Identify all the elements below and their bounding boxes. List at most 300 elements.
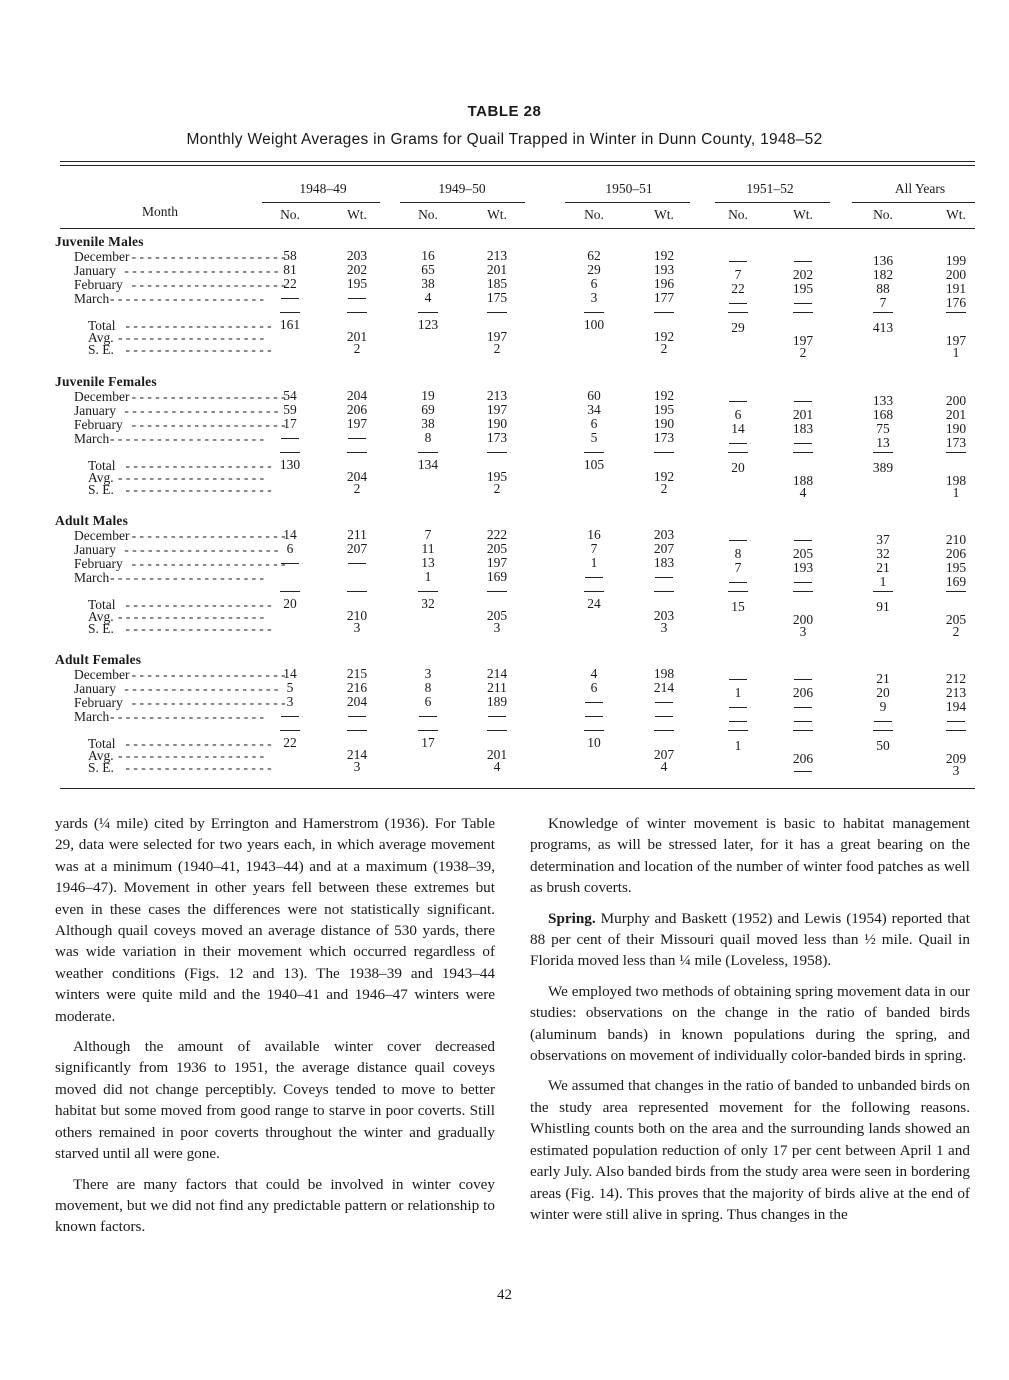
year-group-rule	[715, 202, 830, 203]
count-cell: 16	[421, 248, 435, 263]
right-text-column	[530, 813, 970, 1234]
weight-cell: 207	[346, 541, 368, 556]
weight-cell	[783, 575, 823, 589]
standard-error-cell: 2	[353, 341, 361, 356]
month-label: December	[74, 249, 130, 264]
weight-cell: 203	[346, 248, 368, 263]
count-cell: 81	[283, 262, 297, 277]
paragraph: Although the amount of available winter cover decreased significantly from 1936 to 1951, the average distance quail coveys moved did not change perceptibly. Coveys tended to move to better habitat but some moved from good range to starve in poor coverts. Still others remained in poor coverts throughout the winter and gradually starved until all were gone.	[55, 1038, 495, 1163]
leader-dots: - - - - - - - - - - - - - - - - - - - -	[110, 291, 265, 306]
total-row-label: Total	[88, 458, 116, 473]
sum-separator	[584, 730, 604, 731]
average-weight-cell: 204	[346, 469, 368, 484]
count-cell: 16	[587, 527, 601, 542]
count-cell: 8	[424, 430, 432, 445]
leader-dots: - - - - - - - - - - - - - - - - - - -	[125, 342, 272, 357]
count-cell: 37	[876, 532, 890, 547]
dash-mark	[794, 679, 812, 680]
total-row-label: Total	[88, 597, 116, 612]
weight-cell: 192	[653, 248, 675, 263]
sum-separator	[487, 452, 507, 453]
count-cell	[718, 575, 758, 589]
standard-error-cell: 3	[493, 620, 501, 635]
year-group-header: 1950–51	[605, 181, 653, 196]
leader-dots: - - - - - - - - - - - - - - - - - - -	[125, 318, 272, 333]
count-cell	[270, 556, 310, 570]
count-cell	[408, 709, 448, 723]
count-cell	[718, 672, 758, 686]
weight-cell: 201	[792, 407, 814, 422]
dash-mark	[585, 577, 603, 578]
weight-cell	[477, 709, 517, 723]
standard-error-cell: 4	[493, 759, 501, 774]
weight-cell: 206	[792, 685, 814, 700]
count-cell: 168	[872, 407, 894, 422]
leader-dots: - - - - - - - - - - - - - - - - - - - -	[124, 542, 279, 557]
average-weight-cell: 201	[486, 747, 508, 762]
weight-cell: 190	[486, 416, 508, 431]
weight-cell	[644, 570, 684, 584]
sum-separator	[280, 591, 300, 592]
count-cell: 88	[876, 281, 890, 296]
leader-dots: - - - - - - - - - - - - - - - - - - - -	[110, 709, 265, 724]
dash-mark	[729, 443, 747, 444]
dash-mark	[348, 438, 366, 439]
sum-separator	[654, 452, 674, 453]
weight-cell: 183	[653, 555, 675, 570]
weight-cell: 193	[653, 262, 675, 277]
total-count-cell: 413	[872, 320, 894, 335]
count-cell: 7	[879, 295, 887, 310]
weight-cell: 198	[653, 666, 675, 681]
dash-mark	[281, 563, 299, 564]
leader-dots: - - - - - - - - - - - - - - - - - - -	[125, 458, 272, 473]
standard-error-cell: 1	[952, 345, 960, 360]
count-cell: 6	[590, 680, 598, 695]
count-cell: 5	[590, 430, 598, 445]
sum-separator	[793, 312, 813, 313]
weight-cell: 200	[945, 393, 967, 408]
month-label: January	[74, 542, 116, 557]
weight-cell: 197	[346, 416, 368, 431]
year-group-rule	[852, 202, 975, 203]
dash-mark	[794, 540, 812, 541]
weight-cell: 195	[945, 560, 967, 575]
dash-mark	[281, 438, 299, 439]
year-group-header: All Years	[894, 181, 946, 196]
table-caption: Monthly Weight Averages in Grams for Quail Trapped in Winter in Dunn County, 1948–52	[186, 131, 823, 148]
table-bottom-rule	[60, 788, 975, 789]
table-top-rule	[60, 161, 975, 162]
standard-error-cell: 4	[660, 759, 668, 774]
sum-separator	[654, 312, 674, 313]
weight-cell: 204	[346, 388, 368, 403]
dash-mark	[794, 401, 812, 402]
leader-dots: - - - - - - - - - - - - - - - - - - - -	[131, 277, 286, 292]
count-cell	[270, 709, 310, 723]
count-cell: 13	[876, 435, 890, 450]
sum-separator	[654, 730, 674, 731]
sum-separator	[654, 591, 674, 592]
dash-mark	[348, 563, 366, 564]
sum-separator	[418, 730, 438, 731]
total-count-cell: 17	[421, 735, 435, 750]
average-weight-cell: 201	[346, 329, 368, 344]
total-count-cell: 15	[731, 599, 745, 614]
paragraph: We employed two methods of obtaining spring movement data in our studies: observations on the change in the ratio of banded birds (aluminum bands) in known populations during the spring, and observations on movement of individually color-banded birds in spring.	[530, 982, 970, 1065]
count-cell: 62	[587, 248, 601, 263]
sum-separator	[487, 591, 507, 592]
count-cell: 6	[424, 694, 432, 709]
weight-cell: 196	[653, 276, 675, 291]
weight-cell: 173	[945, 435, 967, 450]
count-cell	[270, 291, 310, 305]
count-cell: 58	[283, 248, 297, 263]
weight-cell: 202	[792, 267, 814, 282]
weight-cell: 202	[346, 262, 368, 277]
standard-error-cell: 3	[799, 624, 807, 639]
paragraph: Knowledge of winter movement is basic to habitat management programs, as will be stressed later, for it has a great bearing on the determination and location of the number of winter food patches as well as brush coverts.	[530, 815, 970, 897]
average-weight-cell: 206	[792, 751, 814, 766]
total-count-cell: 20	[731, 460, 745, 475]
count-cell: 1	[879, 574, 887, 589]
weight-cell	[337, 431, 377, 445]
dash-mark	[488, 716, 506, 717]
month-label: March	[74, 709, 110, 724]
weight-cell: 195	[346, 276, 368, 291]
average-weight-cell: 195	[486, 469, 508, 484]
count-cell: 7	[590, 541, 598, 556]
count-cell: 3	[424, 666, 432, 681]
count-cell: 19	[421, 388, 435, 403]
run-in-heading: Spring.	[548, 909, 596, 927]
weight-cell	[783, 700, 823, 714]
section-heading: Juvenile Females	[55, 374, 157, 389]
average-weight-cell: 192	[653, 329, 675, 344]
year-group-header: 1949–50	[438, 181, 486, 196]
weight-cell: 214	[486, 666, 508, 681]
average-weight-cell: 197	[792, 333, 814, 348]
dash-mark	[729, 721, 747, 722]
count-cell	[270, 431, 310, 445]
weight-cell: 205	[486, 541, 508, 556]
sum-separator	[418, 591, 438, 592]
weight-cell: 200	[945, 267, 967, 282]
weight-cell: 173	[653, 430, 675, 445]
sum-separator	[728, 452, 748, 453]
se-row-label: S. E.	[88, 342, 114, 357]
paragraph-spring	[530, 908, 970, 972]
avg-row-label: Avg.	[88, 470, 114, 485]
average-weight-cell: 203	[653, 608, 675, 623]
sum-separator	[873, 312, 893, 313]
weight-cell	[644, 695, 684, 709]
month-label: January	[74, 403, 116, 418]
dash-mark	[585, 716, 603, 717]
count-cell: 34	[587, 402, 601, 417]
weight-cell: 197	[486, 555, 508, 570]
year-group-header: 1951–52	[746, 181, 794, 196]
dash-mark	[348, 298, 366, 299]
table-top-rule-2	[60, 165, 975, 166]
weight-cell: 206	[945, 546, 967, 561]
weight-cell: 190	[653, 416, 675, 431]
month-label: February	[74, 277, 123, 292]
count-cell	[718, 714, 758, 728]
avg-row-label: Avg.	[88, 330, 114, 345]
count-cell: 4	[424, 290, 432, 305]
month-label: March	[74, 431, 110, 446]
weight-cell: 192	[653, 388, 675, 403]
leader-dots: - - - - - - - - - - - - - - - - - - - -	[131, 695, 286, 710]
count-cell: 1	[590, 555, 598, 570]
sum-separator	[584, 312, 604, 313]
month-label: December	[74, 667, 130, 682]
count-cell: 8	[734, 546, 742, 561]
month-label: December	[74, 389, 130, 404]
weight-cell: 195	[792, 281, 814, 296]
count-cell: 14	[283, 666, 297, 681]
weight-cell: 189	[486, 694, 508, 709]
count-cell	[718, 436, 758, 450]
count-cell	[574, 709, 614, 723]
month-label: February	[74, 417, 123, 432]
weight-cell: 215	[346, 666, 368, 681]
count-column-header: No.	[418, 207, 438, 222]
count-cell: 7	[734, 267, 742, 282]
section-heading: Adult Males	[55, 513, 129, 528]
total-count-cell: 50	[876, 738, 890, 753]
sum-separator	[793, 452, 813, 453]
count-cell: 182	[872, 267, 894, 282]
total-count-cell: 22	[283, 735, 297, 750]
sum-separator	[347, 312, 367, 313]
standard-error-cell: 3	[952, 763, 960, 778]
sum-separator	[584, 452, 604, 453]
count-cell: 17	[283, 416, 297, 431]
count-cell: 133	[872, 393, 894, 408]
leader-dots: - - - - - - - - - - - - - - - - - - - -	[110, 431, 265, 446]
count-column-header: No.	[280, 207, 300, 222]
dash-mark	[729, 582, 747, 583]
weight-cell: 195	[653, 402, 675, 417]
count-cell: 3	[286, 694, 294, 709]
year-group-rule	[262, 202, 380, 203]
sum-separator	[487, 312, 507, 313]
leader-dots: - - - - - - - - - - - - - - - - - - -	[118, 470, 265, 485]
se-row-label: S. E.	[88, 760, 114, 775]
sum-separator	[347, 730, 367, 731]
average-weight-cell: 207	[653, 747, 675, 762]
month-label: December	[74, 528, 130, 543]
leader-dots: - - - - - - - - - - - - - - - - - - - -	[131, 417, 286, 432]
sum-separator	[418, 452, 438, 453]
average-weight-cell: 205	[945, 612, 967, 627]
year-group-header: 1948–49	[299, 181, 347, 196]
average-weight-cell: 197	[945, 333, 967, 348]
count-cell: 22	[731, 281, 745, 296]
dash-mark	[585, 702, 603, 703]
sum-separator	[728, 730, 748, 731]
month-label: March	[74, 291, 110, 306]
standard-error-cell: 2	[952, 624, 960, 639]
weight-cell	[783, 533, 823, 547]
weight-cell: 199	[945, 253, 967, 268]
count-cell	[863, 714, 903, 728]
dash-mark	[729, 303, 747, 304]
count-cell: 13	[421, 555, 435, 570]
dash-mark	[794, 707, 812, 708]
dash-mark	[794, 443, 812, 444]
weight-cell: 169	[486, 569, 508, 584]
standard-error-cell: 1	[952, 485, 960, 500]
year-group-rule	[400, 202, 525, 203]
leader-dots: - - - - - - - - - - - - - - - - - - - -	[131, 249, 286, 264]
weight-cell: 175	[486, 290, 508, 305]
weight-cell: 204	[346, 694, 368, 709]
dash-mark	[729, 540, 747, 541]
count-cell: 65	[421, 262, 435, 277]
count-column-header: No.	[873, 207, 893, 222]
average-weight-cell: 209	[945, 751, 967, 766]
count-cell: 22	[283, 276, 297, 291]
average-weight-cell: 214	[346, 747, 368, 762]
weight-cell: 207	[653, 541, 675, 556]
total-count-cell: 91	[876, 599, 890, 614]
weight-cell: 214	[653, 680, 675, 695]
weight-cell: 212	[945, 671, 967, 686]
count-cell: 20	[876, 685, 890, 700]
count-cell: 75	[876, 421, 890, 436]
count-cell: 3	[590, 290, 598, 305]
weight-cell: 191	[945, 281, 967, 296]
dash-mark	[729, 261, 747, 262]
weight-cell: 203	[653, 527, 675, 542]
dash-mark	[348, 716, 366, 717]
weight-cell: 183	[792, 421, 814, 436]
month-label: February	[74, 695, 123, 710]
weight-column-header: Wt.	[654, 207, 674, 222]
dash-mark	[281, 716, 299, 717]
count-cell: 136	[872, 253, 894, 268]
weight-cell: 211	[487, 680, 507, 695]
weight-cell: 201	[486, 262, 508, 277]
weight-cell	[783, 672, 823, 686]
leader-dots: - - - - - - - - - - - - - - - - - - - -	[124, 263, 279, 278]
count-cell: 11	[421, 541, 435, 556]
weight-cell	[337, 291, 377, 305]
weight-cell: 206	[346, 402, 368, 417]
weight-cell: 194	[945, 699, 967, 714]
count-cell: 6	[590, 416, 598, 431]
paragraph-text: Murphy and Baskett (1952) and Lewis (1954) reported that 88 per cent of their Missouri quail moved less than ½ mile. Quail in Florida moved less than ¼ mile (Loveless, 1958).	[530, 909, 970, 970]
standard-error-cell: 2	[493, 341, 501, 356]
count-cell: 1	[424, 569, 432, 584]
month-label: January	[74, 681, 116, 696]
paragraph: We assumed that changes in the ratio of banded to unbanded birds on the study area represented movement for the following reasons. Whistling counts both on the area and the surrounding lands showed an estimated population reduction of only 17 per cent between April 1 and early July. Also banded birds from the study area were seen in bordering areas (Fig. 14). This proves that the majority of birds alive at the end of winter were still alive in spring. Thus changes in the	[530, 1077, 970, 1223]
leader-dots: - - - - - - - - - - - - - - - - - - - -	[131, 528, 286, 543]
count-cell: 38	[421, 416, 435, 431]
weight-cell: 169	[945, 574, 967, 589]
year-group-rule	[565, 202, 690, 203]
dash-mark	[874, 721, 892, 722]
count-cell	[718, 296, 758, 310]
count-cell: 7	[734, 560, 742, 575]
total-count-cell: 389	[872, 460, 894, 475]
count-cell	[574, 695, 614, 709]
sum-separator	[280, 452, 300, 453]
sum-separator	[873, 591, 893, 592]
total-row-label: Total	[88, 736, 116, 751]
leader-dots: - - - - - - - - - - - - - - - - - - - -	[110, 570, 265, 585]
table-number: TABLE 28	[467, 103, 542, 120]
weight-cell	[783, 254, 823, 268]
dash-mark	[729, 679, 747, 680]
weight-cell: 222	[486, 527, 508, 542]
avg-row-label: Avg.	[88, 748, 114, 763]
sum-separator	[946, 591, 966, 592]
leader-dots: - - - - - - - - - - - - - - - - - - -	[125, 760, 272, 775]
dash-mark	[419, 716, 437, 717]
count-cell: 29	[587, 262, 601, 277]
month-label: January	[74, 263, 116, 278]
sum-separator	[946, 452, 966, 453]
average-weight-cell: 197	[486, 329, 508, 344]
count-cell: 14	[731, 421, 745, 436]
count-cell: 7	[424, 527, 432, 542]
weight-cell: 216	[346, 680, 368, 695]
leader-dots: - - - - - - - - - - - - - - - - - - -	[118, 748, 265, 763]
count-cell: 8	[424, 680, 432, 695]
dash-mark	[655, 716, 673, 717]
count-cell: 6	[734, 407, 742, 422]
sum-separator	[946, 730, 966, 731]
sum-separator	[728, 591, 748, 592]
count-cell	[574, 570, 614, 584]
sum-separator	[873, 730, 893, 731]
average-weight-cell: 198	[945, 473, 967, 488]
total-count-cell: 134	[417, 457, 439, 472]
leader-dots: - - - - - - - - - - - - - - - - - - -	[125, 597, 272, 612]
standard-error-cell: 2	[660, 341, 668, 356]
total-count-cell: 1	[734, 738, 742, 753]
se-row-label: S. E.	[88, 482, 114, 497]
count-column-header: No.	[584, 207, 604, 222]
sum-separator	[793, 591, 813, 592]
weight-cell: 177	[653, 290, 675, 305]
weight-column-header: Wt.	[487, 207, 507, 222]
weight-column-header: Wt.	[793, 207, 813, 222]
total-count-cell: 20	[283, 596, 297, 611]
leader-dots: - - - - - - - - - - - - - - - - - - - -	[131, 667, 286, 682]
weight-cell: 185	[486, 276, 508, 291]
month-column-header: Month	[141, 204, 178, 219]
weight-cell	[337, 709, 377, 723]
weight-cell	[783, 436, 823, 450]
weight-cell: 213	[945, 685, 967, 700]
weight-column-header: Wt.	[347, 207, 367, 222]
header-bottom-rule	[60, 228, 975, 229]
dash-mark	[794, 721, 812, 722]
sum-separator	[728, 312, 748, 313]
average-weight-cell: 188	[792, 473, 814, 488]
count-cell: 5	[286, 680, 294, 695]
dash-mark	[655, 577, 673, 578]
weight-cell: 176	[945, 295, 967, 310]
leader-dots: - - - - - - - - - - - - - - - - - - - -	[124, 681, 279, 696]
count-cell	[718, 700, 758, 714]
count-cell: 9	[879, 699, 887, 714]
